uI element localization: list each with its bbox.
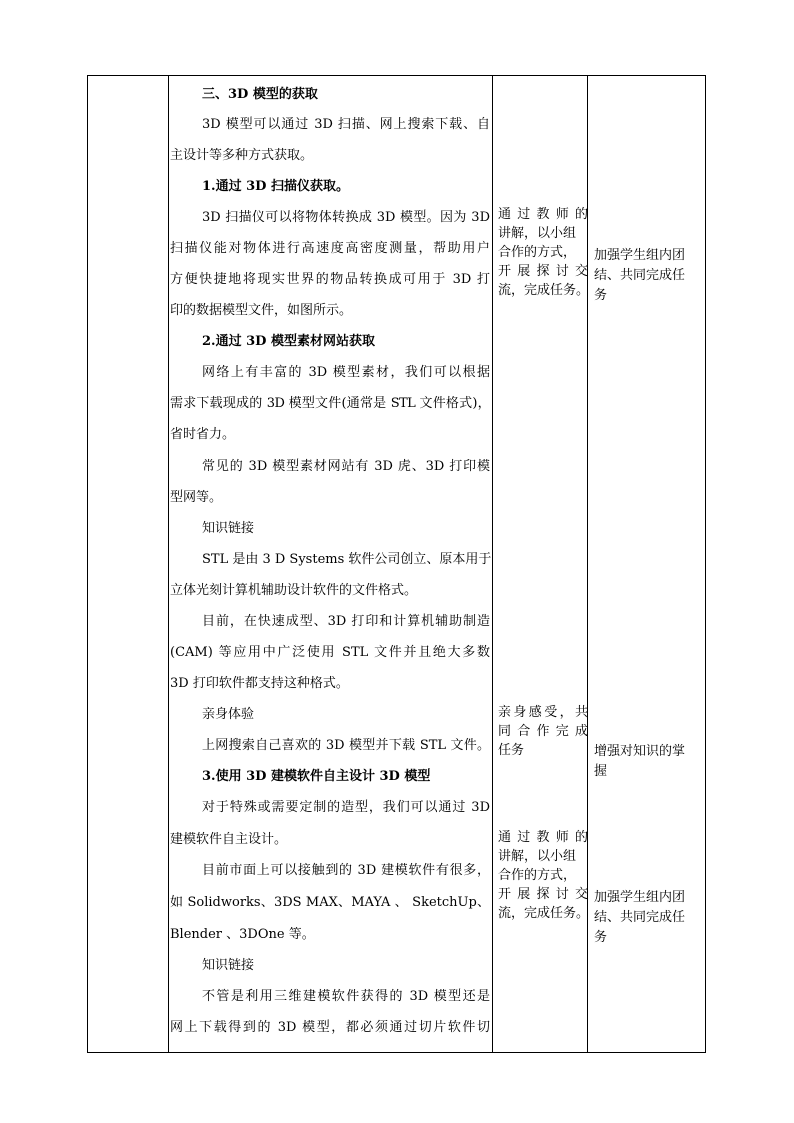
column-divider xyxy=(168,76,169,1052)
paragraph-line: 网络上有丰富的 3D 模型素材，我们可以根据 xyxy=(202,365,490,380)
paragraph-line: 省时省力。 xyxy=(170,427,236,442)
paragraph-line: Blender 、3DOne 等。 xyxy=(170,927,315,942)
paragraph-line: 立体光刻计算机辅助设计软件的文件格式。 xyxy=(170,583,418,598)
design-intent-3: 加强学生组内团 结、共同完成任 务 xyxy=(594,890,686,945)
section-heading: 三、3D 模型的获取 xyxy=(202,87,318,102)
paragraph-line: 如 Solidworks、3DS MAX、MAYA 、 SketchUp、 xyxy=(170,895,490,910)
paragraph-line: 3D 打印软件都支持这种格式。 xyxy=(170,676,349,691)
paragraph-line: 目前，在快速成型、3D 打印和计算机辅助制造 xyxy=(202,614,490,629)
knowledge-link-label: 知识链接 xyxy=(202,958,255,973)
paragraph-line: 常见的 3D 模型素材网站有 3D 虎、3D 打印模 xyxy=(202,459,490,474)
column-divider xyxy=(492,76,493,1052)
paragraph-line: 3D 扫描仪可以将物体转换成 3D 模型。因为 3D xyxy=(202,210,490,225)
student-activity-1: 通过教师的 讲解，以小组 合作的方式， 开展探讨交 流，完成任务。 xyxy=(498,207,590,298)
design-intent-1: 加强学生组内团 结、共同完成任 务 xyxy=(594,248,686,303)
design-intent-2: 增强对知识的掌 握 xyxy=(594,744,686,779)
paragraph-line: 扫描仪能对物体进行高速度高密度测量，帮助用户 xyxy=(170,241,490,256)
subsection-heading: 3.使用 3D 建模软件自主设计 3D 模型 xyxy=(202,769,431,784)
paragraph-line: 对于特殊或需要定制的造型，我们可以通过 3D xyxy=(202,800,490,815)
paragraph-line: 需求下载现成的 3D 模型文件(通常是 STL 文件格式)， xyxy=(170,396,490,411)
paragraph-line: 目前市面上可以接触到的 3D 建模软件有很多， xyxy=(202,863,490,878)
student-activity-2: 亲身感受，共 同合作完成 任务 xyxy=(498,705,588,758)
paragraph-line: 印的数据模型文件，如图所示。 xyxy=(170,303,353,318)
subsection-heading: 2.通过 3D 模型素材网站获取 xyxy=(202,334,375,349)
paragraph-line: STL 是由 3 D Systems 软件公司创立、原本用于 xyxy=(202,552,492,567)
student-activity-3: 通过教师的 讲解，以小组 合作的方式， 开展探讨交 流，完成任务。 xyxy=(498,830,590,921)
lesson-table xyxy=(87,75,706,1053)
paragraph-line: 建模软件自主设计。 xyxy=(170,832,288,847)
paragraph-line: 3D 模型可以通过 3D 扫描、网上搜索下载、自 xyxy=(202,117,490,132)
experience-label: 亲身体验 xyxy=(202,707,255,722)
paragraph-line: 不管是利用三维建模软件获得的 3D 模型还是 xyxy=(202,989,490,1004)
knowledge-link-label: 知识链接 xyxy=(202,521,255,536)
paragraph-line: 上网搜索自己喜欢的 3D 模型并下载 STL 文件。 xyxy=(202,738,490,753)
paragraph-line: 主设计等多种方式获取。 xyxy=(170,148,314,163)
paragraph-line: (CAM) 等应用中广泛使用 STL 文件并且绝大多数 xyxy=(170,645,490,660)
paragraph-line: 方便快捷地将现实世界的物品转换成可用于 3D 打 xyxy=(170,272,490,287)
paragraph-line: 网上下载得到的 3D 模型，都必须通过切片软件切 xyxy=(170,1020,490,1035)
paragraph-line: 型网等。 xyxy=(170,490,223,505)
subsection-heading: 1.通过 3D 扫描仪获取。 xyxy=(202,179,349,194)
